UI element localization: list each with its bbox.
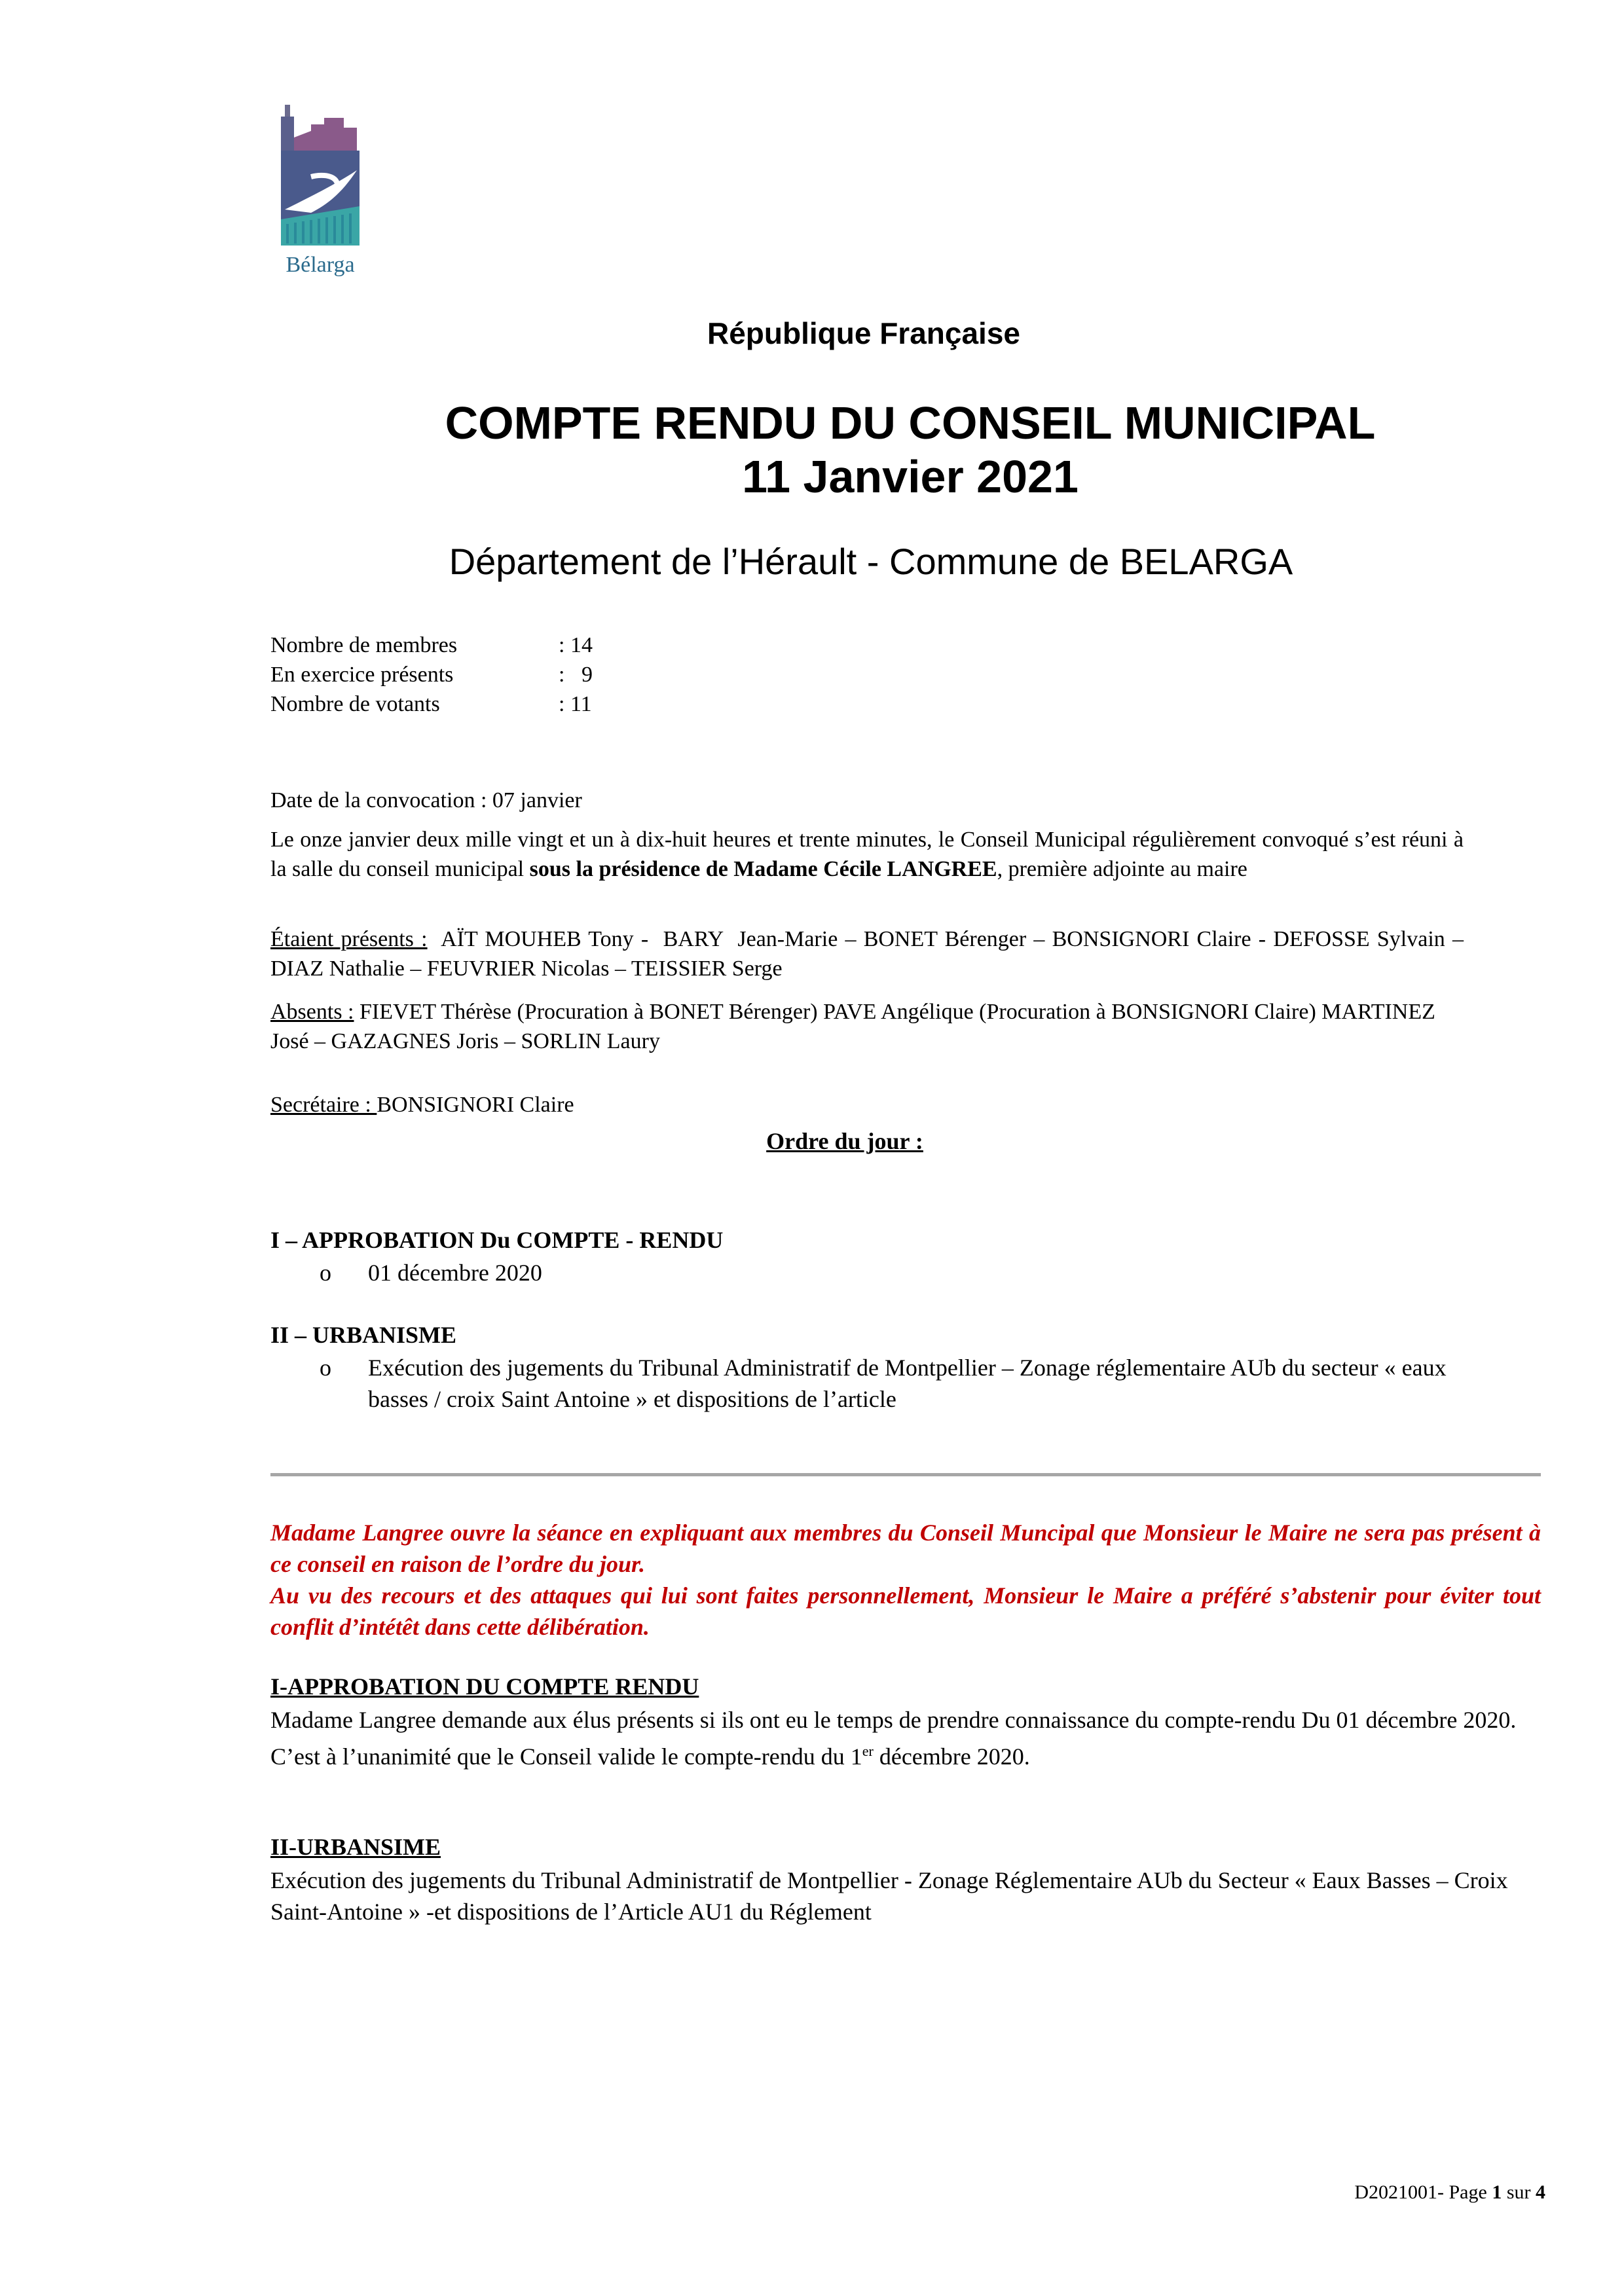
agenda-item	[320, 1352, 1498, 1415]
agenda-heading-2: II – URBANISME	[270, 1322, 457, 1348]
footer-sep: sur	[1502, 2181, 1536, 2203]
opening-note	[270, 1517, 1541, 1643]
section-2-body: Exécution des jugements du Tribunal Administratif de Montpellier - Zonage Réglementaire AUb du Secteur « Eaux Basses – Croix Saint-Antoine » -et dispositions de l’Article AU1 du Réglement	[270, 1867, 1508, 1925]
logo-emblem-icon	[272, 98, 370, 282]
absents-paragraph	[270, 997, 1464, 1056]
intro-text-end: , première adjointe au maire	[997, 857, 1247, 881]
footer-ref: D2021001- Page	[1354, 2181, 1492, 2203]
count-value: : 11	[559, 692, 592, 716]
belarga-logo	[272, 98, 370, 282]
section-2-heading: II-URBANSIME	[270, 1834, 441, 1860]
bullet-icon: o	[320, 1355, 331, 1381]
section-1-line-2	[270, 1736, 1541, 1772]
section-1-text-end: décembre 2020.	[873, 1743, 1030, 1770]
agenda-item-text: 01 décembre 2020	[368, 1260, 542, 1286]
count-label: Nombre de membres	[270, 633, 458, 657]
footer-total: 4	[1536, 2181, 1545, 2203]
secretary-name: BONSIGNORI Claire	[377, 1093, 574, 1117]
agenda-heading: Ordre du jour :	[766, 1128, 923, 1154]
agenda-heading-1: I – APPROBATION Du COMPTE - RENDU	[270, 1227, 724, 1253]
section-1-body	[270, 1704, 1541, 1772]
secretary-label: Secrétaire :	[270, 1093, 377, 1117]
count-value: : 9	[559, 663, 593, 687]
agenda-item-text: Exécution des jugements du Tribunal Administratif de Montpellier – Zonage réglementaire AUb du secteur « eaux basses / croix Saint Antoine » et dispositions de l’article	[368, 1355, 1447, 1412]
presents-list: AÏT MOUHEB Tony - BARY Jean-Marie – BONET Bérenger – BONSIGNORI Claire - DEFOSSE Sylvain – DIAZ Nathalie – FEUVRIER Nicolas – TEISSIER Serge	[270, 927, 1469, 981]
department-heading: Département de l’Hérault - Commune de BELARGA	[449, 541, 1293, 582]
agenda-item	[320, 1257, 1498, 1288]
footer-page: 1	[1492, 2181, 1502, 2203]
absents-label: Absents :	[270, 1000, 354, 1024]
bullet-icon: o	[320, 1260, 331, 1286]
count-value: : 14	[559, 633, 593, 657]
absents-list: FIEVET Thérèse (Procuration à BONET Bérenger) PAVE Angélique (Procuration à BONSIGNORI Claire) MARTINEZ José – GAZAGNES Joris – SORLIN Laury	[270, 1000, 1435, 1053]
presents-label: Étaient présents :	[270, 927, 428, 951]
opening-note-p1: Madame Langree ouvre la séance en expliquant aux membres du Conseil Muncipal que Monsieur le Maire ne sera pas présent à ce conseil en raison de l’ordre du jour.	[270, 1520, 1541, 1577]
republic-heading: République Française	[707, 316, 1020, 350]
convocation-date: Date de la convocation : 07 janvier	[270, 788, 582, 812]
intro-paragraph	[270, 825, 1464, 884]
count-row	[270, 660, 593, 689]
title-line-1: COMPTE RENDU DU CONSEIL MUNICIPAL	[445, 397, 1376, 448]
presents-paragraph	[270, 924, 1469, 983]
secretary-line	[270, 1090, 1464, 1120]
title-line-2: 11 Janvier 2021	[742, 451, 1079, 502]
opening-note-p2: Au vu des recours et des attaques qui lui sont faites personnellement, Monsieur le Maire a préféré s’abstenir pour éviter tout conflit d’intétêt dans cette délibération.	[270, 1582, 1541, 1640]
section-1-text: C’est à l’unanimité que le Conseil valide le compte-rendu du 1	[270, 1743, 862, 1770]
member-counts	[270, 630, 593, 719]
page-footer	[1354, 2181, 1545, 2204]
count-row	[270, 630, 593, 660]
intro-presidency: sous la présidence de Madame Cécile LANGREE	[529, 857, 997, 881]
svg-text:Bélarga: Bélarga	[286, 253, 355, 277]
count-label: En exercice présents	[270, 663, 454, 687]
section-1-heading: I-APPROBATION DU COMPTE RENDU	[270, 1673, 699, 1700]
horizontal-divider	[270, 1473, 1541, 1476]
count-label: Nombre de votants	[270, 692, 440, 716]
section-1-line-1: Madame Langree demande aux élus présents si ils ont eu le temps de prendre connaissance du compte-rendu Du 01 décembre 2020.	[270, 1707, 1517, 1733]
count-row	[270, 689, 593, 719]
document-title	[406, 396, 1414, 503]
ordinal-superscript: er	[862, 1743, 874, 1759]
intro-text: Le onze janvier deux mille vingt et un à dix-huit heures et trente minutes, le Conseil Municipal régulièrement convoqué s’est réuni à la salle du conseil municipal	[270, 828, 1464, 881]
